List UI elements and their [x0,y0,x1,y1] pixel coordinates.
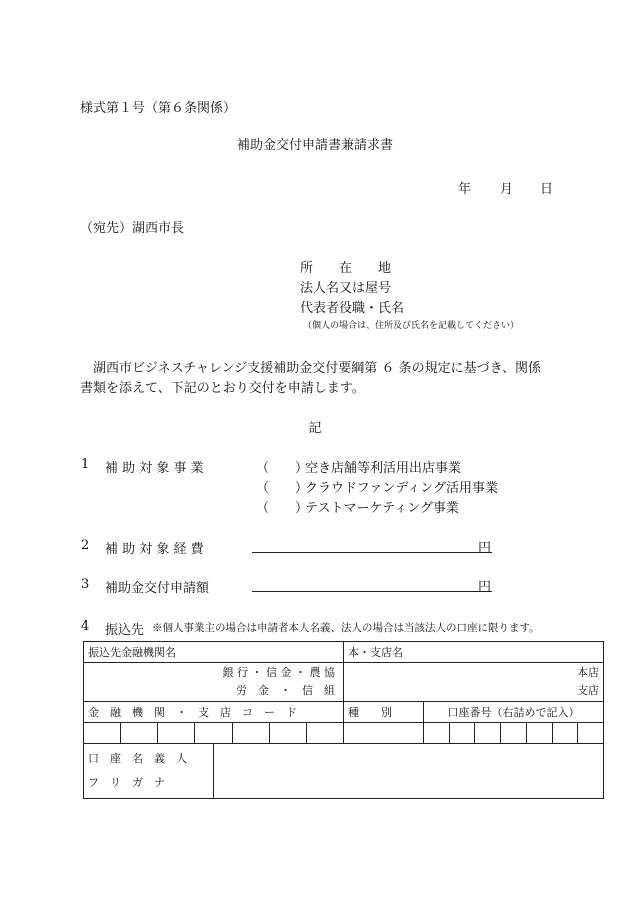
account-number-label: 口座番号（右詰めで記入） [424,702,604,723]
body-text-line1: 湖西市ビジネスチャレンジ支援補助金交付要綱第 ６ 条の規定に基づき、関係 [93,361,542,376]
item2-number: 2 [81,538,90,553]
item1-option2-checkbox[interactable]: （ ） [256,481,309,496]
item2-amount-field[interactable] [252,536,492,553]
date-day: 日 [540,182,554,197]
item4-label: 振込先 [105,623,145,638]
ki-heading: 記 [308,421,322,436]
applicant-corp-name-label: 法人名又は屋号 [300,281,392,296]
bank-name-cell[interactable] [84,663,344,702]
branch-name-cell[interactable] [344,663,604,702]
item1-option1-text: 空き店舗等利活用出店事業 [305,461,462,476]
account-holder-field[interactable] [214,744,604,799]
bank-name-header: 振込先金融機関名 [84,642,344,663]
applicant-location-label: 所 在 地 [300,261,392,276]
item4-note: ※個人事業主の場合は申請者本人名義、法人の場合は当該法人の口座に限ります。 [152,622,540,634]
body-text-line2: 書類を添えて、下記のとおり交付を申請します。 [80,381,365,396]
account-holder-label-cell [84,744,214,799]
addressee: （宛先）湖西市長 [80,221,185,236]
item3-unit: 円 [478,580,492,595]
institution-code-label: 金 融 機 関 ・ 支 店 コ ー ド [84,702,344,723]
form-number: 様式第１号（第６条関係） [80,101,237,116]
bank-types-line1: 銀 行 ・ 信 金 ・ 農 協 [222,666,335,679]
item2-unit: 円 [478,541,492,556]
form-title: 補助金交付申請書兼請求書 [236,138,393,153]
shiten-label: 支店 [577,684,599,697]
date-month: 月 [500,182,514,197]
item3-label: 補助金交付申請額 [105,581,210,596]
item1-option3-text: テストマーケティング事業 [305,501,459,516]
bank-types-line2: 労 金 ・ 信 組 [236,684,335,697]
date-year: 年 [458,182,472,197]
item3-number: 3 [81,577,90,592]
account-type-cell[interactable] [344,723,424,744]
item2-label: 補 助 対 象 経 費 [105,542,204,557]
bank-account-table [83,641,604,799]
item1-option1-checkbox[interactable]: （ ） [256,461,309,476]
institution-code-boxes[interactable] [84,723,344,744]
item3-amount-field[interactable] [252,575,492,592]
item1-number: 1 [81,457,90,472]
item1-option3-checkbox[interactable]: （ ） [256,501,309,516]
item1-option2-text: クラウドファンディング活用事業 [305,481,499,496]
account-type-label: 種 別 [344,702,424,723]
item1-label: 補 助 対 象 事 業 [105,461,204,476]
item4-number: 4 [81,619,90,634]
furigana-label: フ リ ガ ナ [88,776,165,789]
honten-label: 本店 [577,666,599,679]
branch-name-header: 本・支店名 [344,642,604,663]
account-holder-label: 口 座 名 義 人 [88,752,187,765]
account-number-boxes[interactable] [424,723,604,744]
applicant-note: （個人の場合は、住所及び氏名を記載してください） [303,321,520,331]
applicant-representative-label: 代表者役職・氏名 [300,301,405,316]
